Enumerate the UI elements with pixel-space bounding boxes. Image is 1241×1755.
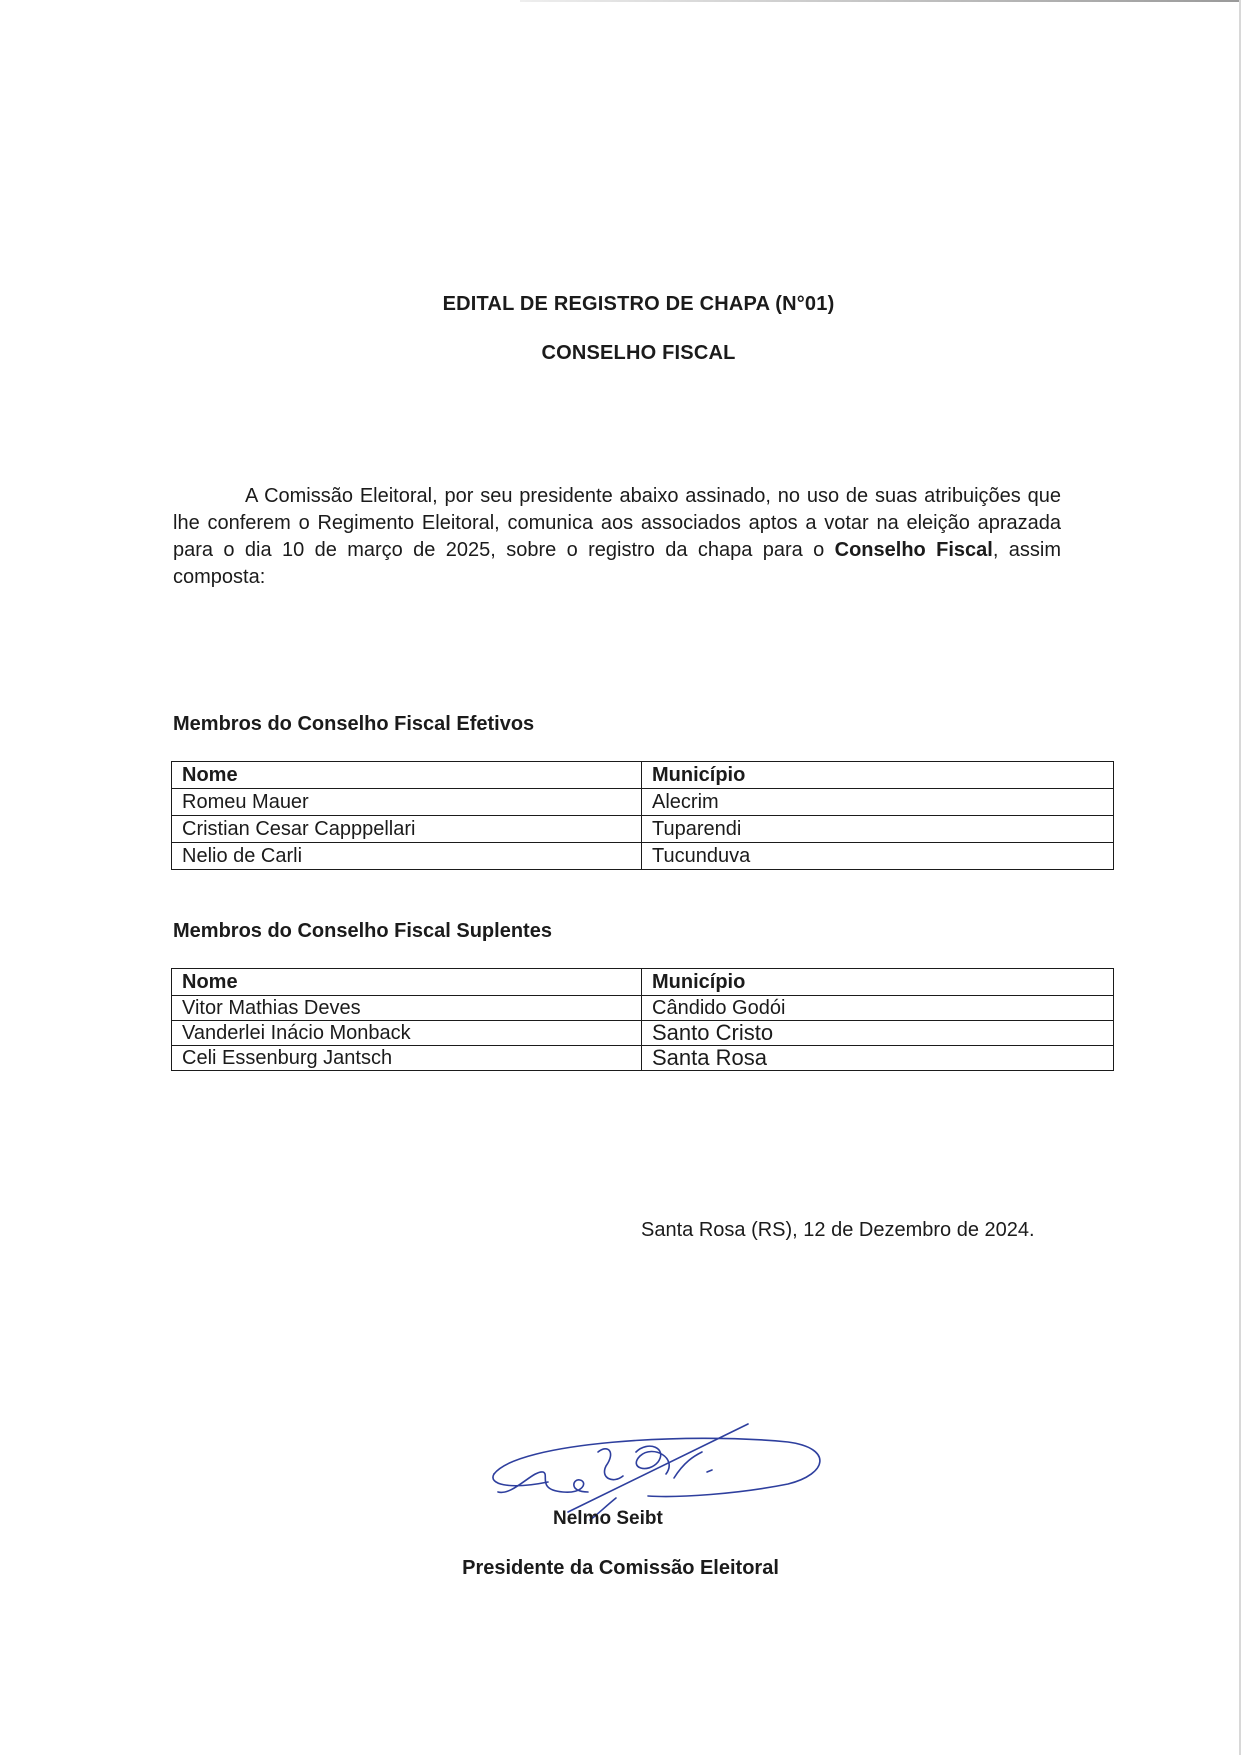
handwritten-signature: [488, 1422, 838, 1532]
scan-edge-top: [520, 0, 1241, 2]
intro-text-start: A Comissão Eleitoral, por seu presidente abaixo assinado, no uso de suas atribuições que lhe conferem o Regimento Eleitoral, comunica aos associados aptos a votar na eleição aprazada para o dia 10 de março de 2025, sobre o registro da chapa para o: [173, 485, 1061, 561]
table-row: [172, 789, 1114, 816]
member-municipio-cell: Santa Rosa: [642, 1046, 1114, 1071]
member-name-cell: Vitor Mathias Deves: [172, 996, 642, 1021]
intro-text-end: , assim composta:: [173, 539, 1062, 588]
column-header-nome: Nome: [172, 969, 642, 996]
member-municipio-cell: Tuparendi: [642, 816, 1114, 843]
intro-bold-text: Conselho Fiscal: [834, 539, 993, 561]
member-name-cell: Nelio de Carli: [172, 843, 642, 870]
member-municipio-cell: Alecrim: [642, 789, 1114, 816]
column-header-nome: Nome: [172, 762, 642, 789]
table-row: [172, 843, 1114, 870]
date-line: Santa Rosa (RS), 12 de Dezembro de 2024.: [641, 1219, 1035, 1241]
suplentes-table: [171, 968, 1114, 1071]
table-row: [172, 1021, 1114, 1046]
column-header-municipio: Município: [642, 969, 1114, 996]
member-name-cell: Romeu Mauer: [172, 789, 642, 816]
table-header-row: [172, 762, 1114, 789]
table-row: [172, 1046, 1114, 1071]
member-name-cell: Vanderlei Inácio Monback: [172, 1021, 642, 1046]
member-municipio-cell: Santo Cristo: [642, 1021, 1114, 1046]
member-name-cell: Celi Essenburg Jantsch: [172, 1046, 642, 1071]
column-header-municipio: Município: [642, 762, 1114, 789]
signer-name: Nelmo Seibt: [553, 1508, 663, 1529]
table-row: [172, 996, 1114, 1021]
member-name-cell: Cristian Cesar Capppellari: [172, 816, 642, 843]
table-row: [172, 816, 1114, 843]
member-municipio-cell: Cândido Godói: [642, 996, 1114, 1021]
intro-paragraph: [173, 483, 1061, 591]
member-municipio-cell: Tucunduva: [642, 843, 1114, 870]
table-header-row: [172, 969, 1114, 996]
efetivos-heading: Membros do Conselho Fiscal Efetivos: [173, 713, 535, 735]
signer-role: Presidente da Comissão Eleitoral: [462, 1557, 779, 1579]
efetivos-table: [171, 761, 1114, 870]
document-title: EDITAL DE REGISTRO DE CHAPA (N°01): [442, 293, 835, 315]
suplentes-heading: Membros do Conselho Fiscal Suplentes: [173, 920, 552, 942]
document-subtitle: CONSELHO FISCAL: [541, 342, 736, 364]
